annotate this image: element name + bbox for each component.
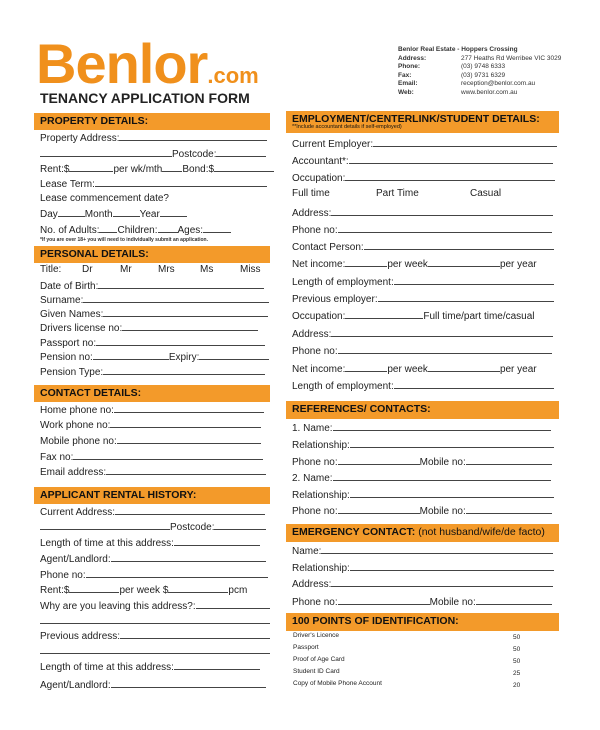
agent-landlord-field[interactable]: Agent/Landlord: xyxy=(40,552,266,565)
previous-address-line[interactable] xyxy=(40,644,270,657)
contact-row: Email: reception@benlor.com.au xyxy=(398,80,536,88)
title-option-miss[interactable]: Miss xyxy=(240,264,261,275)
references-header: REFERENCES/ CONTACTS: xyxy=(286,401,559,419)
net-income-field[interactable]: Net income: per week per year xyxy=(292,259,537,270)
emergency-header: EMERGENCY CONTACT: (not husband/wife/de facto) xyxy=(286,524,559,542)
id-item-points: 50 xyxy=(513,646,521,653)
id-item-label: Driver's Licence xyxy=(293,632,340,639)
home-phone-field[interactable]: Home phone no: xyxy=(40,403,264,416)
lease-date-field[interactable]: Day Month Year xyxy=(40,207,187,220)
reference2-name-field[interactable]: 2. Name: xyxy=(292,471,551,484)
rental-length-field[interactable]: Length of time at this address: xyxy=(40,536,260,549)
id-item-label: Student ID Card xyxy=(293,668,340,675)
id-item-label: Passport xyxy=(293,644,319,651)
drivers-license-field[interactable]: Drivers license no: xyxy=(40,321,258,334)
email-field[interactable]: Email address: xyxy=(40,465,266,478)
form-title: TENANCY APPLICATION FORM xyxy=(40,90,250,106)
rental-postcode-field[interactable]: Postcode: xyxy=(40,520,266,533)
contact-details-header: CONTACT DETAILS: xyxy=(34,385,270,402)
reference1-relationship-field[interactable]: Relationship: xyxy=(292,438,554,451)
emergency-relationship-field[interactable]: Relationship: xyxy=(292,561,554,574)
employer-address-field[interactable]: Address: xyxy=(292,206,553,219)
current-employer-field[interactable]: Current Employer: xyxy=(292,137,557,150)
surname-field[interactable]: Surname: xyxy=(40,293,269,306)
identification-header: 100 POINTS OF IDENTIFICATION: xyxy=(286,613,559,631)
employment-length-field[interactable]: Length of employment: xyxy=(292,275,554,288)
lease-term-field[interactable]: Lease Term: xyxy=(40,177,267,190)
emergency-address-field[interactable]: Address: xyxy=(292,577,553,590)
agency-name: Benlor Real Estate - Hoppers Crossing xyxy=(398,46,518,53)
previous-length-field[interactable]: Length of time at this address: xyxy=(40,660,260,673)
property-details-header: PROPERTY DETAILS: xyxy=(34,113,270,130)
previous-agent-field[interactable]: Agent/Landlord: xyxy=(40,678,266,691)
passport-field[interactable]: Passport no: xyxy=(40,336,265,349)
id-item-points: 25 xyxy=(513,670,521,677)
previous-occupation-field[interactable]: Occupation: Full time/part time/casual xyxy=(292,311,535,322)
employer-phone-field[interactable]: Phone no: xyxy=(292,223,552,236)
previous-address-field[interactable]: Previous address: xyxy=(40,629,270,642)
id-item-points: 50 xyxy=(513,658,521,665)
title-option-mr[interactable]: Mr xyxy=(120,264,132,275)
reference1-name-field[interactable]: 1. Name: xyxy=(292,421,551,434)
emergency-phone-field[interactable]: Phone no: Mobile no: xyxy=(292,595,552,608)
contact-row: Address: 277 Heaths Rd Werribee VIC 3029 xyxy=(398,54,562,62)
property-address-field[interactable]: Property Address: xyxy=(40,131,267,144)
rent-field[interactable]: Rent:$ per wk/mth Bond:$ xyxy=(40,162,274,175)
id-item-points: 20 xyxy=(513,682,521,689)
pension-field[interactable]: Pension no: Expiry: xyxy=(40,350,269,363)
title-option-ms[interactable]: Ms xyxy=(200,264,214,275)
reason-leaving-field[interactable]: Why are you leaving this address?: xyxy=(40,599,270,612)
contact-person-field[interactable]: Contact Person: xyxy=(292,240,554,253)
title-field: Title: xyxy=(40,264,62,275)
contact-row: Web: www.benlor.com.au xyxy=(398,88,518,96)
employment-type-part[interactable]: Part Time xyxy=(376,188,419,199)
emergency-name-field[interactable]: Name: xyxy=(292,544,553,557)
property-note: *If you are over 18+ you will need to individually submit an application. xyxy=(40,237,208,243)
previous-net-income-field[interactable]: Net income: per week per year xyxy=(292,364,537,375)
occupation-field[interactable]: Occupation: xyxy=(292,171,555,184)
title-option-mrs[interactable]: Mrs xyxy=(158,264,175,275)
rental-rent-field[interactable]: Rent:$ per week $ pcm xyxy=(40,585,248,596)
current-address-field[interactable]: Current Address: xyxy=(40,505,265,518)
rental-phone-field[interactable]: Phone no: xyxy=(40,568,268,581)
id-item-points: 50 xyxy=(513,634,521,641)
previous-phone-field[interactable]: Phone no: xyxy=(292,344,552,357)
fax-field[interactable]: Fax no: xyxy=(40,450,263,463)
title-option-dr[interactable]: Dr xyxy=(82,264,93,275)
reference2-relationship-field[interactable]: Relationship: xyxy=(292,488,554,501)
employment-header: EMPLOYMENT/CENTERLINK/STUDENT DETAILS: **Include accountant details if self-employed) xyxy=(286,111,559,133)
personal-details-header: PERSONAL DETAILS: xyxy=(34,246,270,263)
given-names-field[interactable]: Given Names: xyxy=(40,307,268,320)
id-item-label: Proof of Age Card xyxy=(293,656,345,663)
previous-employer-field[interactable]: Previous employer: xyxy=(292,292,554,305)
reason-leaving-line[interactable] xyxy=(40,614,270,627)
property-postcode-field[interactable]: Postcode: xyxy=(40,147,266,160)
occupants-field[interactable]: No. of Adults: Children: Ages: xyxy=(40,223,231,236)
work-phone-field[interactable]: Work phone no: xyxy=(40,418,261,431)
accountant-field[interactable]: Accountant*: xyxy=(292,154,553,167)
contact-row: Fax: (03) 9731 6329 xyxy=(398,71,506,79)
lease-commence-label: Lease commencement date? xyxy=(40,193,169,204)
brand-suffix: .com xyxy=(207,63,259,88)
id-item-label: Copy of Mobile Phone Account xyxy=(293,680,382,687)
reference1-phone-field[interactable]: Phone no: Mobile no: xyxy=(292,455,552,468)
previous-length-emp-field[interactable]: Length of employment: xyxy=(292,379,554,392)
employment-type-casual[interactable]: Casual xyxy=(470,188,502,199)
employment-note: **Include accountant details if self-employed) xyxy=(292,124,402,130)
contact-row: Phone: (03) 9748 6333 xyxy=(398,63,506,71)
pension-type-field[interactable]: Pension Type: xyxy=(40,365,265,378)
dob-field[interactable]: Date of Birth: xyxy=(40,279,264,292)
brand-name: Benlor xyxy=(36,32,208,95)
agency-contact xyxy=(398,46,561,98)
mobile-phone-field[interactable]: Mobile phone no: xyxy=(40,434,261,447)
reference2-phone-field[interactable]: Phone no: Mobile no: xyxy=(292,504,552,517)
employment-type-full[interactable]: Full time xyxy=(292,188,330,199)
previous-address-emp-field[interactable]: Address: xyxy=(292,327,553,340)
rental-history-header: APPLICANT RENTAL HISTORY: xyxy=(34,487,270,504)
